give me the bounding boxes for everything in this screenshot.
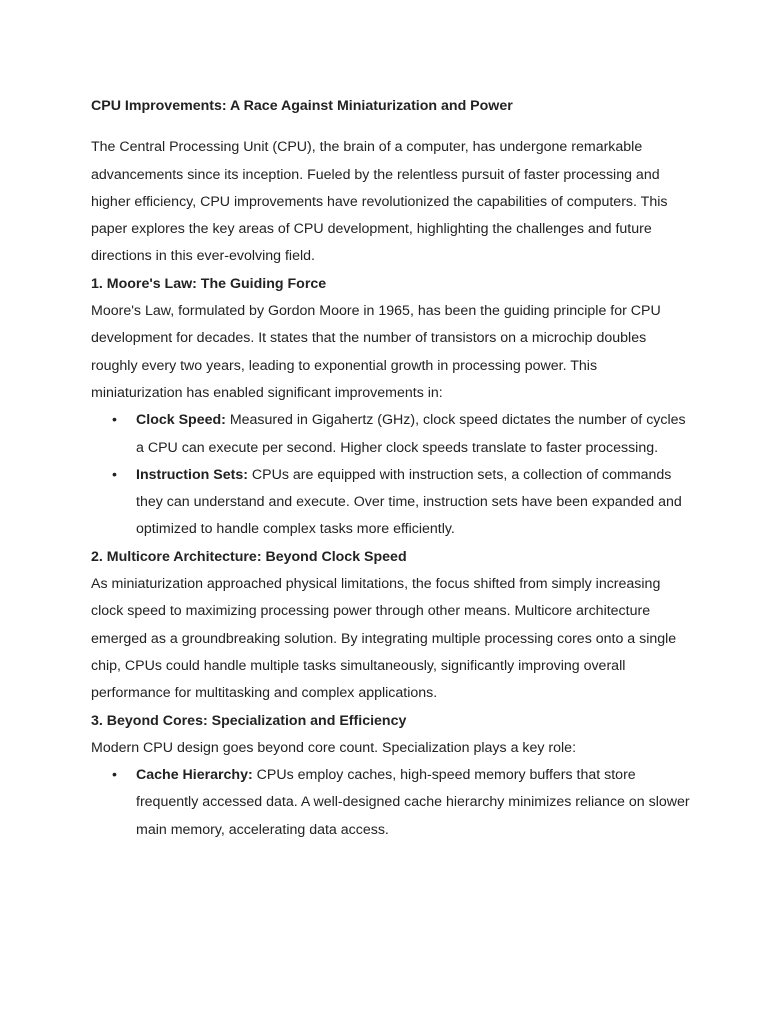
document-title: CPU Improvements: A Race Against Miniaturization and Power [91,98,513,114]
section-body-specialization: Modern CPU design goes beyond core count. Specialization plays a key role: [91,739,577,756]
bullet-text: Measured in Gigahertz (GHz), clock speed dictates the number of cycles a CPU can execute per second. Higher clock speeds translate to faster processing. [136,412,686,456]
section-body-moores-law: Moore's Law, formulated by Gordon Moore in 1965, has been the guiding principle for CPU development for decades. It states that the number of transistors on a microchip doubles roughly every two years, leading to exponential growth in processing power. This miniaturization has enabled significant improvements in: [91,303,661,401]
bullet-term: Clock Speed: [136,412,226,429]
intro-paragraph: The Central Processing Unit (CPU), the brain of a computer, has undergone remarkable advancements since its inception. Fueled by the relentless pursuit of faster processing and higher efficiency, CPU improvements have revolutionized the capabilities of computers. This paper explores the key areas of CPU development, highlighting the challenges and future directions in this ever-evolving field. [91,139,668,265]
list-item [91,762,691,844]
bullet-list-specialization [91,762,691,844]
bullet-text: CPUs are equipped with instruction sets, a collection of commands they can understand and execute. Over time, instruction sets have been expanded and optimized to handle complex tasks more efficiently. [136,466,682,538]
section-heading-multicore: 2. Multicore Architecture: Beyond Clock Speed [91,548,407,565]
bullet-list-moores-law [91,407,691,543]
bullet-term: Instruction Sets: [136,466,248,483]
section-heading-specialization: 3. Beyond Cores: Specialization and Efficiency [91,712,407,729]
document-body [91,93,691,844]
section-heading-moores-law: 1. Moore's Law: The Guiding Force [91,275,327,292]
bullet-text: CPUs employ caches, high-speed memory buffers that store frequently accessed data. A well-designed cache hierarchy minimizes reliance on slower main memory, accelerating data access. [136,767,690,838]
list-item [91,462,691,544]
section-body-multicore: As miniaturization approached physical limitations, the focus shifted from simply increasing clock speed to maximizing processing power through other means. Multicore architecture emerged as a groundbreaking solution. By integrating multiple processing cores onto a single chip, CPUs could handle multiple tasks simultaneously, significantly improving overall performance for multitasking and complex applications. [91,576,677,702]
bullet-term: Cache Hierarchy: [136,767,253,784]
list-item [91,407,691,462]
